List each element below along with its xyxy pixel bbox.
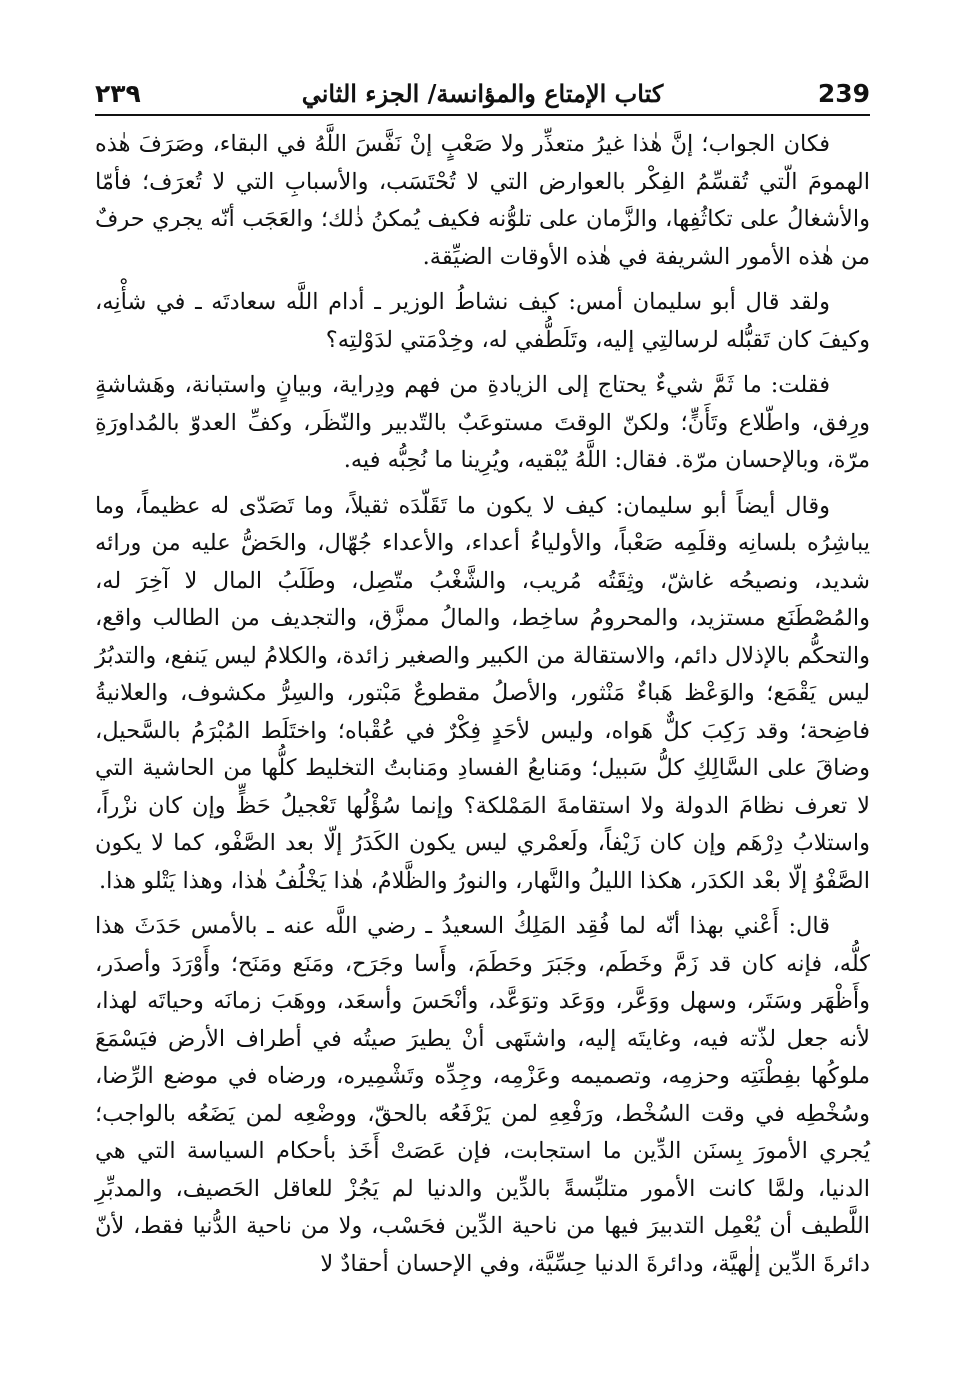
- paragraph-4: وقال أيضاً أبو سليمان: كيف لا يكون ما تَقَلّدَه ثقيلاً، وما تَصَدّى له عظيماً، وما يباشِرُه بلسانِه وقلَمِه صَعْباً، والأولياءُ أعداء، والأعداء جُهّال، والحَضُّ عليه من ورائه شديد، ونصيحُه غاشّ، وثِقَتُه مُريب، والشَّغْبُ متّصِل، وطَلَبُ المال لا آخِرَ له، والمُصْطَنَع مستزيد، والمحرومُ ساخِط، والمالُ ممزَّق، والتجديف من الطالب واقع، والتحكُّم بالإذلال دائم، والاستقالة من الكبير والصغير زائدة، والكلامُ ليس يَنفع، والتدبُرُ ليس يَقْمَع؛ والوَعْظ هَباءٌ مَنْثور، والأصلُ مقطوعٌ مَبْتور، والسِرُّ مكشوف، والعلانيةُ فاضِحة؛ وقد رَكِبَ كلٌّ هَواه، وليس لأحَدٍ فِكْرٌ في عُقْباه؛ واختَلَط المُبْرَمُ بالسَّحيل، وضاقَ على السَّالِكِ كلُّ سَبيل؛ ومَنابعُ الفسادِ ومَنابتُ التخليط كلُّها من الحاشية التي لا تعرف نظامَ الدولة ولا استقامةَ المَمْلكة؟ وإنما سُؤْلُها تَعْجيلُ حَظٍّ وإن كان نزْراً، واستلابُ دِرْهَم وإن كان زَيْفاً، ولَعمْري ليس يكون الكَدَرُ إلّا بعد الصَّفْو، كما لا يكون الصَّفْوُ إلّا بعْد الكدَر، هكذا الليلُ والنَّهار، والنورُ والظَّلامُ، هٰذا يَخْلُفُ هٰذا، وهذا يَتْلو هذا.: [95, 492, 870, 894]
- paragraph-5: قال: أَعْني بهذا أنّه لما فُقِد المَلِكُ السعيدُ ـ رضي اللَّه عنه ـ بالأمس حَدَثَ هذا كلُّه، فإنه كان قد زَمَّ وخَطَم، وجَبَرَ وحَطَمَ، وأَسا وجَرَح، ومَنَع ومَنَح؛ وأَوْرَدَ وأصدَر، وأَظْهَر وسَتَر، وسهل ووَعَّر، ووَعَد وتوَعَّد، وأنْحَسَ وأسعَد، ووهَبَ زمانَه وحياتَه لهذا، لأنه جعل لذّته فيه، وغايتَه إليه، واشتَهى أنْ يطيرَ صيتُه في أطراف الأرض فيَسْمَعَ ملوكُها بفِطْنَتِه وحزمِه، وتصميمه وعَزْمِه، وجِدِّه وتَشْمِيره، ورضاه في موضع الرِّضا، وسُخْطِه في وقت السُخْط، ورَفْعِهِ لمن يَرْفَعُه بالحقّ، ووضْعِه لمن يَضَعُه بالواجب؛ يُجري الأمورَ بِسنَن الدِّين ما استجابت، فإن عَصَتْ أَخَذ بأحكام السياسة التي هي الدنيا، ولمَّا كانت الأمور متلبِّسةً بالدِّين والدنيا لم يَجُزْ للعاقل الحَصيف، والمدبِّرِ اللَّطيف أن يُعْمِل التدبيرَ فيها من ناحية الدِّين فحَسْب، ولا من ناحية الدُّنيا فقط، لأنّ دائرةَ الدِّين إلٰهيَّة، ودائرةَ الدنيا حِسِّيَّة، وفي الإحسان أحقادٌ لا: [95, 913, 870, 1277]
- running-header: [95, 78, 870, 116]
- paragraph-3: فقلت: ما ثَمَّ شيءٌ يحتاج إلى الزيادةِ من فهم ودِراية، وبيانٍ واستبانة، وهَشاشةٍ ورِفق، واطّلاع وتَأَنٍّ؛ ولكنّ الوقتَ مستوعَبٌ بالتّدبير والنّظَر، وكفِّ العدوّ بالمُداورَةِ مرّة، وبالإحسان مرّة. فقال: اللَّهُ يُبْقيه، ويُرِينا ما نُحِبُّه فيه.: [95, 372, 870, 473]
- page-number-arabic: ٢٣٩: [95, 79, 141, 108]
- book-title: كتاب الإمتاع والمؤانسة/ الجزء الثاني: [301, 79, 664, 108]
- paragraph-2: ولقد قال أبو سليمان أمس: كيف نشاطُ الوزير ـ أدام اللَّه سعادتَه ـ في شأْنِه، وكيفَ كان تَقبُّله لرسالتِي إليه، وتَلَطُّفي له، وخِدْمَتي لدَوْلتِه؟: [95, 289, 870, 353]
- page-body: [95, 126, 870, 1291]
- paragraph-1: فكان الجواب؛ إنَّ هٰذا غيرُ متعذِّر ولا صَعْبٍ إنْ نَفَّسَ اللَّهُ في البقاء، وصَرَفَ هٰذه الهمومَ الّتي تُقسِّمُ الفِكْر بالعوارض التي لا تُحْتَسَب، والأسبابِ التي لا تُعرَف؛ فأمّا والأشغالُ على تكاثُفِها، والزَّمان على تلوُّنه فكيف يُمكنُ ذٰلك؛ والعَجَب أنّه يجري حرفٌ من هٰذه الأمور الشريفة في هٰذه الأوقات الضيِّقة.: [95, 131, 870, 270]
- page-number-latin: 239: [817, 79, 870, 108]
